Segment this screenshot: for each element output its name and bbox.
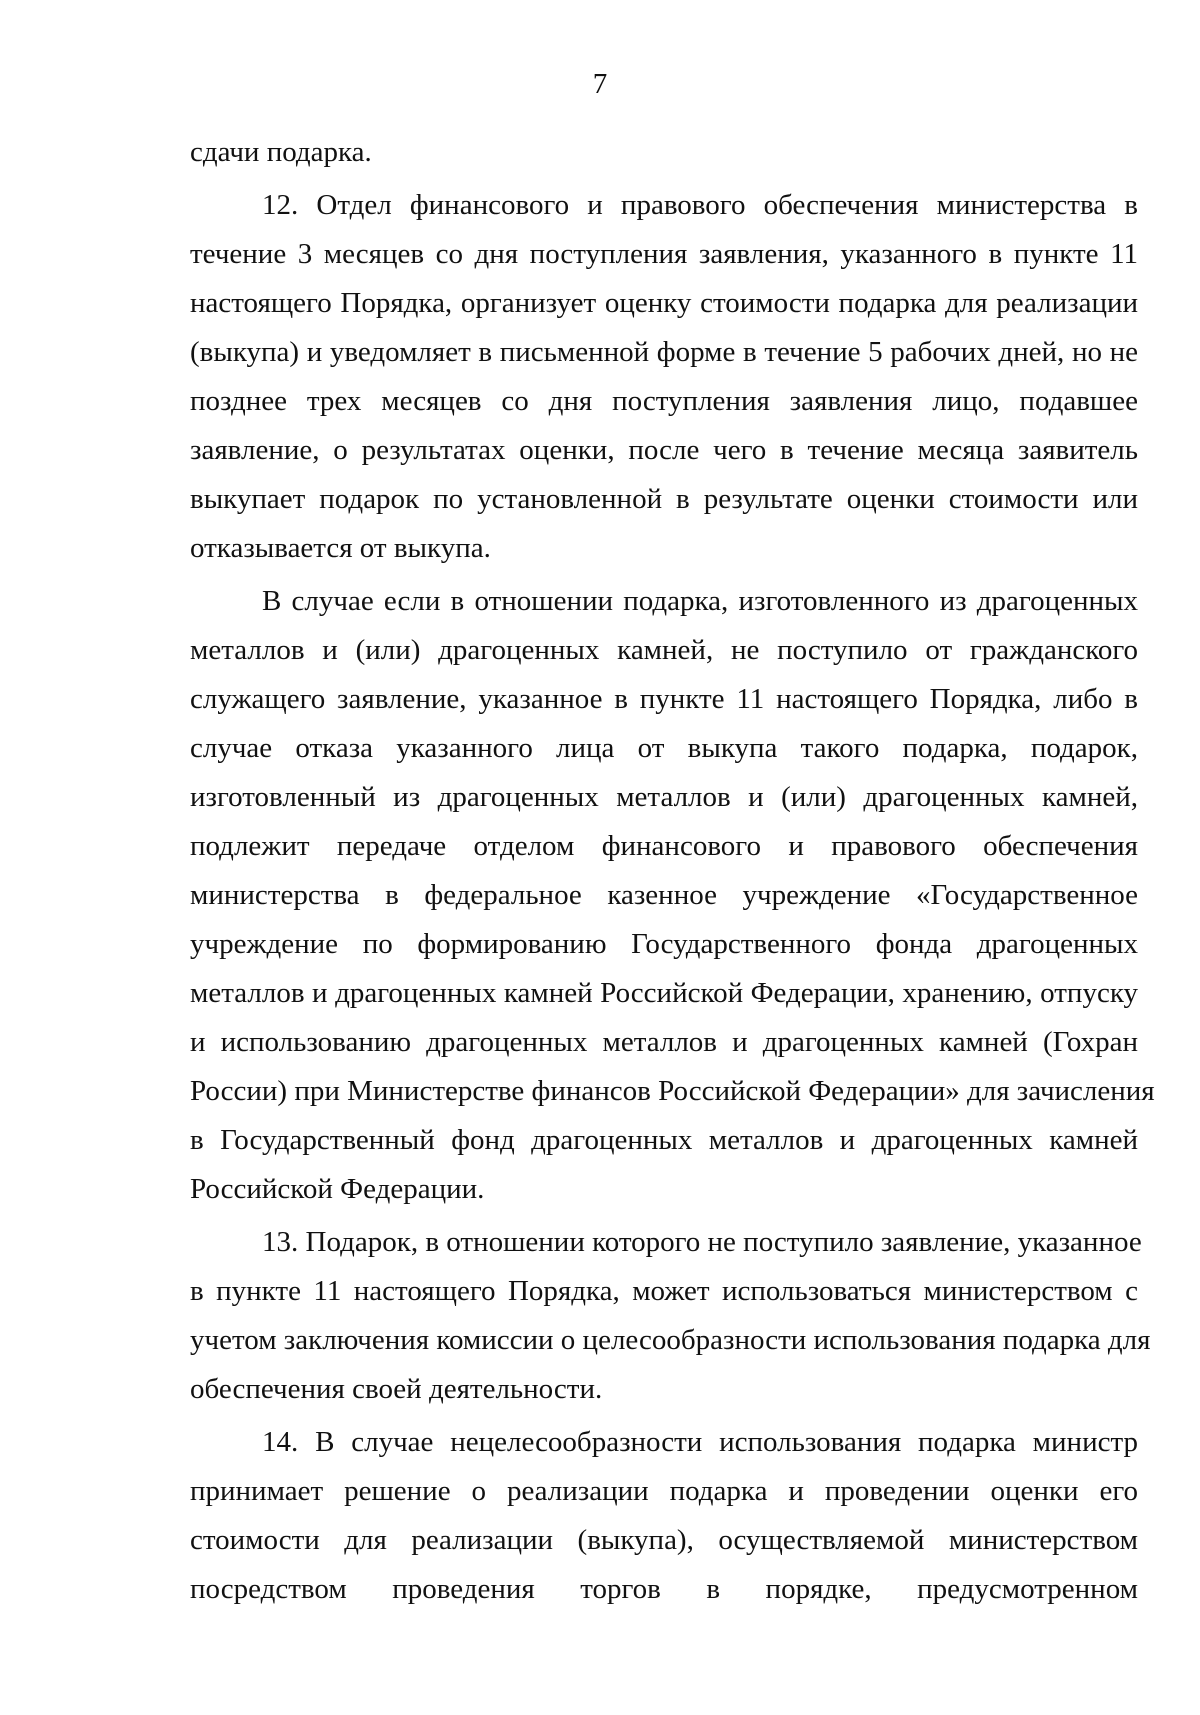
text-line: течение 3 месяцев со дня поступления заявления, указанного в пункте 11: [190, 238, 1138, 270]
paragraph-item-12: [190, 181, 1138, 573]
paragraph-item-14: [190, 1418, 1138, 1614]
text-line: отказывается от выкупа.: [190, 532, 491, 564]
text-line: России) при Министерстве финансов Российской Федерации» для зачисления: [190, 1075, 1155, 1107]
text-line: позднее трех месяцев со дня поступления заявления лицо, подавшее: [190, 385, 1138, 417]
text-line: обеспечения своей деятельности.: [190, 1373, 603, 1405]
text-line: (выкупа) и уведомляет в письменной форме в течение 5 рабочих дней, но не: [190, 336, 1138, 368]
text-line: учетом заключения комиссии о целесообразности использования подарка для: [190, 1324, 1151, 1356]
document-body: [190, 128, 1155, 1618]
text-line: случае отказа указанного лица от выкупа такого подарка, подарок,: [190, 732, 1138, 764]
text-line: В случае если в отношении подарка, изготовленного из драгоценных: [262, 585, 1138, 617]
paragraph-precious-metals: [190, 577, 1155, 1214]
text-line: 14. В случае нецелесообразности использования подарка министр: [262, 1426, 1138, 1458]
text-line: министерства в федеральное казенное учреждение «Государственное: [190, 879, 1138, 911]
text-line: подлежит передаче отделом финансового и правового обеспечения: [190, 830, 1138, 862]
text-line: принимает решение о реализации подарка и проведении оценки его: [190, 1475, 1138, 1507]
text-line: сдачи подарка.: [190, 136, 372, 168]
paragraph-item-13: [190, 1218, 1151, 1414]
text-line: металлов и (или) драгоценных камней, не поступило от гражданского: [190, 634, 1138, 666]
text-line: в пункте 11 настоящего Порядка, может использоваться министерством с: [190, 1275, 1138, 1307]
paragraph-continuation: [190, 128, 1138, 177]
text-line: 13. Подарок, в отношении которого не поступило заявление, указанное: [262, 1226, 1142, 1258]
text-line: настоящего Порядка, организует оценку стоимости подарка для реализации: [190, 287, 1138, 319]
text-line: 12. Отдел финансового и правового обеспечения министерства в: [262, 189, 1138, 221]
text-line: выкупает подарок по установленной в результате оценки стоимости или: [190, 483, 1138, 515]
text-line: посредством проведения торгов в порядке, предусмотренном: [190, 1573, 1138, 1605]
text-line: заявление, о результатах оценки, после чего в течение месяца заявитель: [190, 434, 1138, 466]
text-line: изготовленный из драгоценных металлов и (или) драгоценных камней,: [190, 781, 1138, 813]
page-number: 7: [592, 68, 608, 100]
text-line: стоимости для реализации (выкупа), осуществляемой министерством: [190, 1524, 1138, 1556]
text-line: служащего заявление, указанное в пункте 11 настоящего Порядка, либо в: [190, 683, 1138, 715]
text-line: металлов и драгоценных камней Российской Федерации, хранению, отпуску: [190, 977, 1138, 1009]
text-line: в Государственный фонд драгоценных металлов и драгоценных камней: [190, 1124, 1138, 1156]
text-line: Российской Федерации.: [190, 1173, 485, 1205]
text-line: и использованию драгоценных металлов и драгоценных камней (Гохран: [190, 1026, 1138, 1058]
text-line: учреждение по формированию Государственного фонда драгоценных: [190, 928, 1138, 960]
